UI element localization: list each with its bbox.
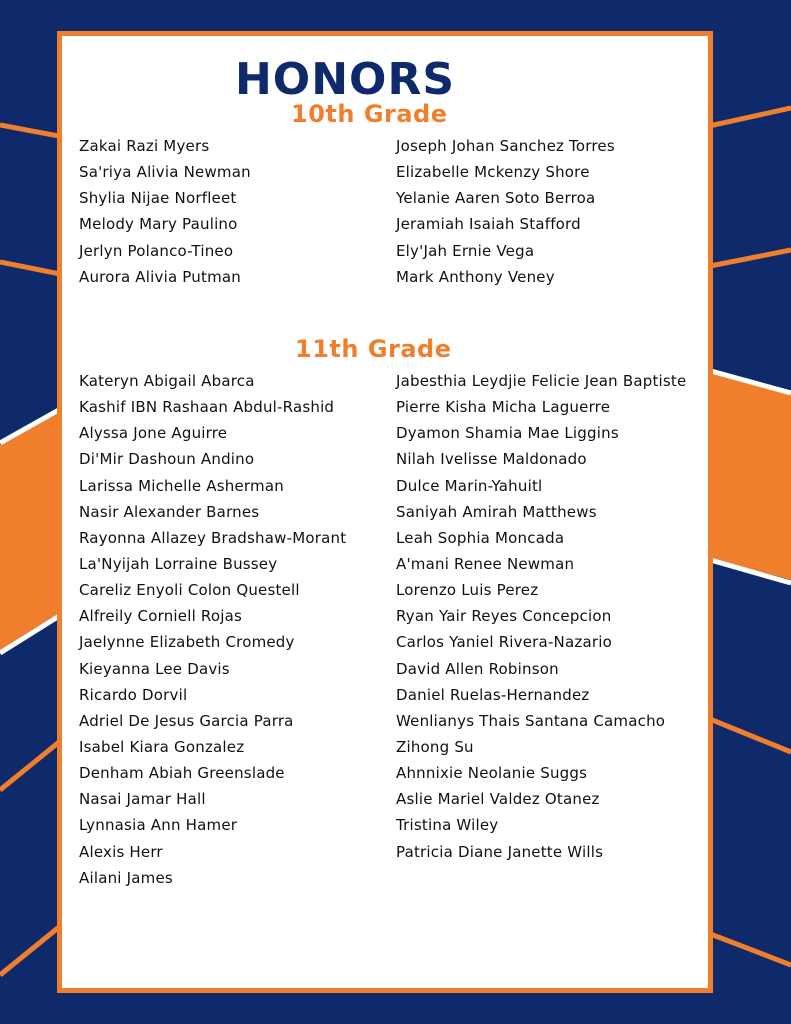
honoree-name: La'Nyijah Lorraine Bussey xyxy=(79,554,278,573)
honoree-name: Yelanie Aaren Soto Berroa xyxy=(396,189,596,208)
honoree-name: Saniyah Amirah Matthews xyxy=(396,502,597,521)
grade-11-right-list xyxy=(396,368,686,865)
grade-10-right-list xyxy=(396,133,615,290)
honoree-name: Kieyanna Lee Davis xyxy=(79,659,230,678)
honoree-name: Shylia Nijae Norfleet xyxy=(79,189,237,208)
honoree-name: Ahnnixie Neolanie Suggs xyxy=(396,764,588,783)
honoree-name: Ricardo Dorvil xyxy=(79,685,188,704)
honoree-name: Nasai Jamar Hall xyxy=(79,790,206,809)
honoree-name: Jaelynne Elizabeth Cromedy xyxy=(79,633,295,652)
honoree-name: Tristina Wiley xyxy=(396,816,499,835)
honoree-name: Ely'Jah Ernie Vega xyxy=(396,241,535,260)
honoree-name: Adriel De Jesus Garcia Parra xyxy=(79,711,294,730)
honoree-name: Mark Anthony Veney xyxy=(396,267,555,286)
honoree-name: Careliz Enyoli Colon Questell xyxy=(79,581,300,600)
honoree-name: Aslie Mariel Valdez Otanez xyxy=(396,790,600,809)
honoree-name: David Allen Robinson xyxy=(396,659,559,678)
honoree-name: Ryan Yair Reyes Concepcion xyxy=(396,607,612,626)
honoree-name: Zakai Razi Myers xyxy=(79,137,210,155)
honors-card xyxy=(57,31,713,993)
honoree-name: Larissa Michelle Asherman xyxy=(79,476,284,495)
grade-11-left-list xyxy=(79,368,346,891)
honoree-name: Aurora Alivia Putman xyxy=(79,267,241,286)
honoree-name: Nasir Alexander Barnes xyxy=(79,502,260,521)
grade-10-left-list xyxy=(79,133,251,290)
honoree-name: Denham Abiah Greenslade xyxy=(79,764,285,783)
honoree-name: Lynnasia Ann Hamer xyxy=(79,816,238,835)
honoree-name: Alfreily Corniell Rojas xyxy=(79,607,243,626)
honoree-name: Di'Mir Dashoun Andino xyxy=(79,450,255,469)
honoree-name: Jeramiah Isaiah Stafford xyxy=(396,215,581,234)
honoree-name: Dyamon Shamia Mae Liggins xyxy=(396,424,619,443)
honoree-name: A'mani Renee Newman xyxy=(396,554,575,573)
honoree-name: Ailani James xyxy=(79,868,173,887)
honoree-name: Joseph Johan Sanchez Torres xyxy=(396,137,615,155)
honoree-name: Patricia Diane Janette Wills xyxy=(396,842,604,861)
honoree-name: Melody Mary Paulino xyxy=(79,215,238,234)
honoree-name: Alyssa Jone Aguirre xyxy=(79,424,228,443)
grade-10-heading: 10th Grade xyxy=(291,100,448,128)
honoree-name: Sa'riya Alivia Newman xyxy=(79,163,251,182)
grade-11-heading: 11th Grade xyxy=(295,335,452,363)
honoree-name: Elizabelle Mckenzy Shore xyxy=(396,163,590,182)
honoree-name: Rayonna Allazey Bradshaw-Morant xyxy=(79,528,347,547)
honoree-name: Jerlyn Polanco-Tineo xyxy=(79,241,234,260)
honoree-name: Wenlianys Thais Santana Camacho xyxy=(396,711,666,730)
honoree-name: Daniel Ruelas-Hernandez xyxy=(396,685,590,704)
honoree-name: Kateryn Abigail Abarca xyxy=(79,372,255,390)
honoree-name: Jabesthia Leydjie Felicie Jean Baptiste xyxy=(396,372,687,390)
honoree-name: Zihong Su xyxy=(396,737,474,756)
honoree-name: Alexis Herr xyxy=(79,842,163,861)
honoree-name: Lorenzo Luis Perez xyxy=(396,581,539,600)
honoree-name: Nilah Ivelisse Maldonado xyxy=(396,450,587,469)
honoree-name: Pierre Kisha Micha Laguerre xyxy=(396,398,611,417)
page-title: HONORS xyxy=(234,54,456,105)
honoree-name: Isabel Kiara Gonzalez xyxy=(79,737,245,756)
honoree-name: Dulce Marin-Yahuitl xyxy=(396,476,543,495)
honoree-name: Carlos Yaniel Rivera-Nazario xyxy=(396,633,612,652)
honoree-name: Leah Sophia Moncada xyxy=(396,528,565,547)
honoree-name: Kashif IBN Rashaan Abdul-Rashid xyxy=(79,398,335,417)
